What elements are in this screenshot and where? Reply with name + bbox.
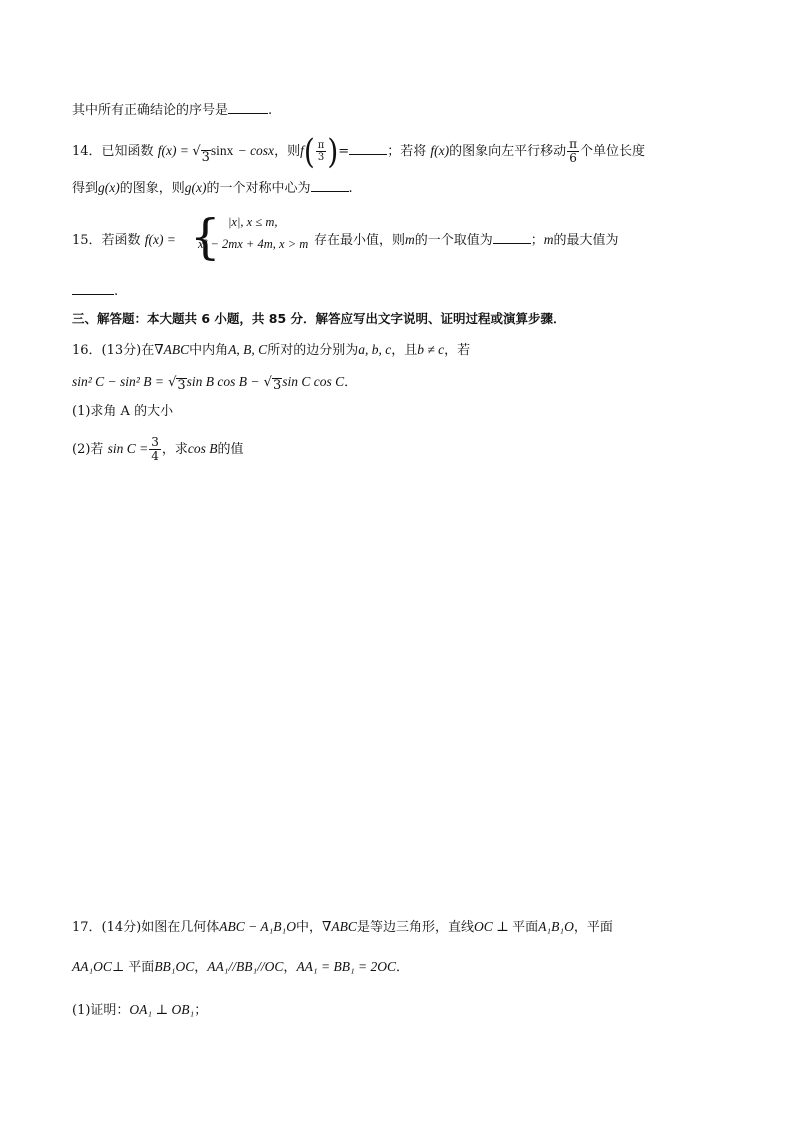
q17-parallel: AA₁//BB₁//OC: [207, 959, 284, 974]
q16-part-2-b: ，求: [161, 442, 188, 457]
q17-text-3: 是等边三角形，直线: [356, 920, 474, 935]
q14-line-1: 14．已知函数 f(x) = √ 3 sinx − cosx，则f( $\frac{\pi}{3}$ )= ；若将 f(x)的图象向左平行移动 $\frac{\pi}{6}$ 个单位长度: [72, 131, 646, 171]
q17-oc: OC: [473, 919, 493, 934]
q14-number: 14．: [72, 144, 102, 159]
q17-text-7: ，: [194, 960, 208, 975]
q14-sinx: sinx: [210, 143, 234, 158]
q13-tail-line: 其中所有正确结论的序号是 .: [72, 103, 273, 118]
q16-part-2: [72, 436, 243, 463]
q16-cosB: cos B: [187, 441, 218, 456]
q13-tail-text: 其中所有正确结论的序号是: [72, 103, 229, 118]
q15-line-1b: [314, 230, 619, 251]
q16-triangle: ∇ABC: [154, 342, 190, 357]
q16-period: ．: [344, 375, 358, 390]
q16-sinC: sin C =: [107, 441, 149, 456]
q14-pi-over-6: $\frac{\pi}{6}$: [569, 137, 577, 165]
q16-eq-left: sin² C − sin² B =: [72, 374, 164, 389]
q16-text-4: ，且: [391, 343, 418, 358]
q17-text-6: ⊥ 平面: [111, 960, 155, 975]
q14-line-2: 得到g(x)的图象，则g(x)的一个对称中心为 .: [72, 180, 353, 196]
q17-lengths: AA₁ = BB₁ = 2OC: [296, 959, 397, 974]
q17-plane-1: A₁B₁O: [538, 919, 574, 934]
q15-text-2: 存在最小值，则: [314, 233, 406, 248]
q14-pi-over-3: $\frac{\pi}{3}$: [317, 140, 325, 163]
q15-text-3: 的一个取值为: [414, 233, 493, 248]
q17-text-8: ，: [283, 960, 297, 975]
q14-gx: g(x): [98, 180, 120, 195]
q16-text-3: 所对的边分别为: [267, 343, 359, 358]
q17-part-1-a: (1)证明：: [72, 1003, 130, 1018]
q14-sqrt3: √ 3: [192, 144, 210, 165]
q17-part-1: [72, 1000, 207, 1021]
q17-line-2: [72, 957, 409, 978]
q16-line-2: [72, 372, 357, 393]
q14-text-1: 已知函数: [101, 144, 154, 159]
q16-text-2: 中内角: [189, 343, 229, 358]
q14-f-def: f(x): [157, 143, 177, 158]
q14-answer-blank-1[interactable]: [349, 142, 387, 155]
q16-three-quarters: $\frac{3}{4}$: [151, 435, 159, 463]
q17-perp: ⊥: [492, 919, 513, 934]
q16-part-2-a: (2)若: [72, 442, 104, 457]
q16-condition: b ≠ c: [417, 342, 445, 357]
q17-text-5: ，平面: [573, 920, 613, 935]
q15-brace: {: [190, 209, 221, 265]
q15-answer-blank-1[interactable]: [493, 231, 531, 244]
q17-triangle: ∇ABC: [322, 919, 357, 934]
q16-eq-right: sin C cos C: [282, 374, 345, 389]
q14-answer-blank-2[interactable]: [311, 179, 349, 192]
q15-answer-blank-2[interactable]: [72, 282, 114, 295]
q16-angles: A, B, C: [228, 342, 268, 357]
section-3-heading: 三、解答题：本大题共 6 小题，共 85 分．解答应写出文字说明、证明过程或演算步骤．: [72, 311, 566, 326]
q14-text-8: 的一个对称中心为: [206, 181, 311, 196]
q15-text-1: 若函数: [101, 233, 141, 248]
q17-part-1-expr: OA₁ ⊥ OB₁: [129, 1002, 195, 1017]
q14-text-6: 得到: [72, 181, 99, 196]
q15-line-1: [72, 230, 176, 251]
q16-line-1: [72, 340, 470, 361]
q14-text-5: 个单位长度: [580, 144, 646, 159]
q14-text-7: 的图象，则: [119, 181, 185, 196]
q17-text-2: 中，: [295, 920, 322, 935]
q14-text-4: 的图象向左平行移动: [449, 144, 567, 159]
q16-text-1: 16．(13分)在: [72, 343, 155, 358]
q14-minus-cosx: − cosx: [237, 143, 275, 158]
q14-eq: =: [180, 143, 189, 158]
q14-fx: f(x): [430, 143, 450, 158]
q14-gx-2: g(x): [184, 180, 207, 195]
q15-piece-2: x² − 2mx + 4m, x > m: [198, 237, 309, 251]
q16-sqrt3-a: √ 3: [168, 375, 186, 393]
q17-line-1: [72, 917, 613, 938]
q17-part-1-b: ；: [194, 1003, 208, 1018]
q15-fx: f(x) =: [144, 232, 176, 247]
q17-plane-3: BB₁OC: [154, 959, 195, 974]
q15-text-5: 的最大值为: [553, 233, 619, 248]
q16-part-1: (1)求角 A 的大小: [72, 404, 174, 419]
q17-solid: ABC − A₁B₁O: [219, 919, 296, 934]
q15-piece-1: |x|, x ≤ m,: [228, 215, 278, 229]
q15-line-2: .: [72, 282, 118, 302]
q16-sides: a, b, c: [358, 342, 392, 357]
q16-eq-mid: sin B cos B −: [186, 374, 260, 389]
q17-text-1: 17．(14分)如图在几何体: [72, 920, 220, 935]
q16-part-2-c: 的值: [217, 442, 244, 457]
q17-plane-2: AA₁OC: [72, 959, 112, 974]
q17-text-9: ．: [396, 960, 410, 975]
q13-answer-blank[interactable]: [228, 101, 268, 114]
q14-f: f: [300, 143, 304, 158]
q17-text-4: 平面: [512, 920, 539, 935]
q15-m-1: m: [405, 232, 415, 247]
q15-text-4: ；: [530, 233, 544, 248]
q16-text-5: ，若: [444, 343, 471, 358]
q16-sqrt3-b: √ 3: [263, 375, 282, 393]
q14-text-3: ；若将: [387, 144, 427, 159]
q14-text-2: ，则: [274, 144, 301, 159]
q15-m-2: m: [543, 232, 554, 247]
q15-number: 15．: [72, 233, 102, 248]
